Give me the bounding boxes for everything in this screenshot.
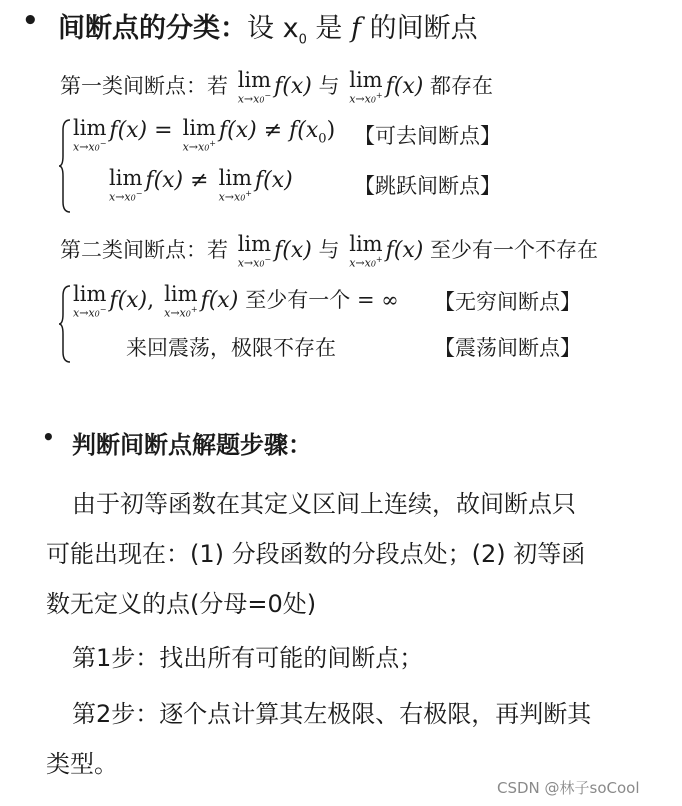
oscillating-text: 来回震荡，极限不存在 — [126, 336, 336, 360]
jump-tag: 【跳跃间断点】 — [354, 174, 501, 198]
title-tail: 的间断点 — [361, 13, 478, 44]
oscillating-tag: 【震荡间断点】 — [434, 336, 581, 360]
first-kind-tail: 都存在 — [430, 74, 494, 98]
lim-left: lim x→x0− — [237, 68, 272, 106]
paragraph-line-3: 数无定义的点(分母=0处) — [46, 590, 317, 618]
bullet-2: • — [42, 425, 55, 449]
csdn-watermark: CSDN @林子soCool — [497, 779, 640, 797]
paragraph-line-2: 可能出现在：(1) 分段函数的分段点处；(2) 初等函 — [46, 540, 586, 568]
infinite-tag: 【无穷间断点】 — [434, 290, 581, 314]
title-set-x: 设 x — [247, 13, 299, 44]
and-word: 与 — [318, 74, 340, 98]
infinite-case: lim x→x0− f(x), lim x→x0+ f(x) 至少有一个 = ∞ — [73, 282, 399, 320]
jump-case: lim x→x0− f(x) ≠ lim x→x0+ f(x) — [109, 166, 293, 204]
section-title-classification — [58, 6, 478, 47]
step-2-line-2: 类型。 — [46, 750, 118, 778]
bullet-1: • — [22, 6, 39, 36]
paragraph-line-1: 由于初等函数在其定义区间上连续，故间断点只 — [72, 490, 576, 518]
removable-tag: 【可去间断点】 — [354, 124, 501, 148]
second-kind-label: 第二类间断点：若 — [60, 238, 228, 262]
fx-left: f(x) — [274, 74, 312, 99]
fx-right: f(x) — [385, 74, 424, 99]
section-title-text: 间断点的分类： — [58, 13, 247, 44]
title-f: f — [351, 13, 362, 44]
step-2-line-1: 第2步：逐个点计算其左极限、右极限，再判断其 — [72, 700, 592, 728]
removable-case: lim x→x0− f(x) = lim x→x0+ $f(x) \ne f(x_0)$ — [73, 116, 336, 154]
first-kind-line — [60, 70, 493, 105]
lim-right: lim x→x0+ — [349, 68, 383, 106]
second-kind-tail: 至少有一个不存在 — [430, 238, 599, 262]
first-kind-label: 第一类间断点：若 — [60, 74, 228, 98]
title-is: 是 — [306, 13, 352, 44]
second-kind-line: 第二类间断点：若 lim x→x0− f(x) 与 lim x→x0+ f(x) 至少有一个不存在 — [60, 232, 599, 270]
step-1: 第1步：找出所有可能的间断点； — [72, 644, 424, 672]
title-sub-zero: 0 — [298, 32, 307, 48]
section-title-steps: 判断间断点解题步骤： — [72, 431, 312, 459]
